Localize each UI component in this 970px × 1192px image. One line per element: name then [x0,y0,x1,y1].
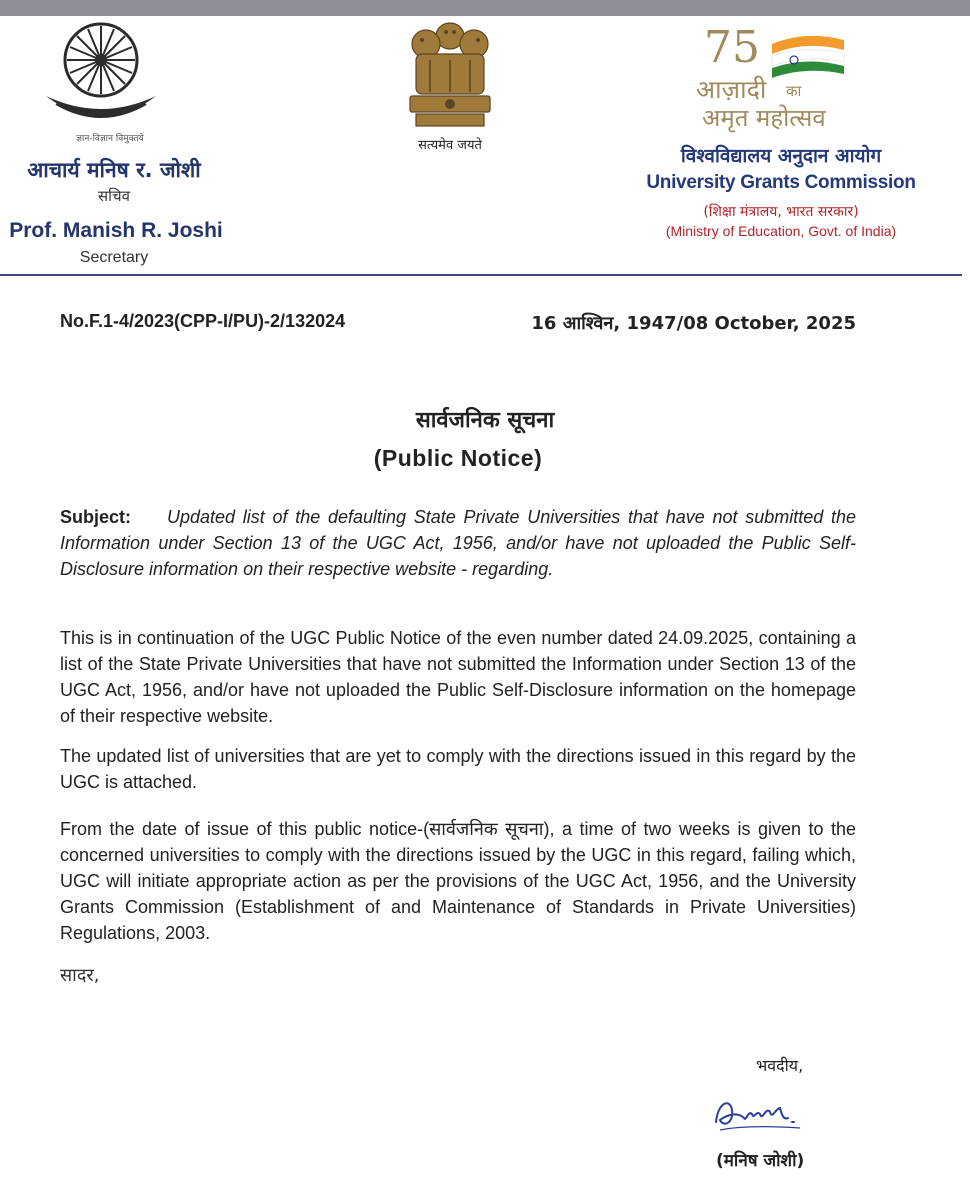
header-divider [0,274,962,276]
secretary-title-english: Secretary [79,249,149,266]
azadi-ka: का [786,82,802,100]
yours-faithfully: भवदीय, [756,1056,804,1075]
notice-title-hindi: सार्वजनिक सूचना [415,408,555,433]
subject-paragraph [60,504,856,582]
paragraph-updated-list: The updated list of universities that are yet to comply with the directions issued in this regard by the UGC is attached. [60,746,856,792]
ministry-english: (Ministry of Education, Govt. of India) [665,223,897,239]
signer-name: (मनिष जोशी) [716,1151,805,1171]
azadi-line-2: अमृत महोत्सव [702,104,826,132]
ministry-hindi: (शिक्षा मंत्रालय, भारत सरकार) [703,204,859,220]
paragraph-deadline: From the date of issue of this public notice-(सार्वजनिक सूचना), a time of two weeks is given to the concerned universities to comply with the directions issued by the UGC in this regard, failing which, UGC will initiate appropriate action as per the provisions of the UGC Act, 1956, and the University Grants Commission (Establishment of and Maintenance of Standards in Private Universities) Regulations, 2003. [60,819,856,943]
reference-number: No.F.1-4/2023(CPP-I/PU)-2/132024 [60,311,346,331]
ugc-motto: ज्ञान-विज्ञान विमुक्तये [76,134,144,144]
azadi-line-1: आज़ादी [696,75,767,104]
closing-salutation: सादर, [60,965,100,986]
reference-date: 16 आश्विन, 1947/08 October, 2025 [531,313,856,334]
azadi-ka-amrit-mahotsav-logo [694,16,874,134]
subject-label: Subject: [60,507,132,527]
secretary-title-hindi: सचिव [98,187,130,205]
national-motto: सत्यमेव जयते [418,138,482,153]
signature-image [710,1092,810,1138]
subject-text: Updated list of the defaulting State Private Universities that have not submitted the Information under Section 13 of the UGC Act, 1956, and/or have not uploaded the Public Self-Disclosure information on their respective website - regarding. [60,507,856,579]
ugc-emblem-icon [42,18,160,130]
notice-title-english: (Public Notice) [373,445,543,471]
org-name-english: University Grants Commission [646,172,916,193]
paragraph-continuation: This is in continuation of the UGC Public Notice of the even number dated 24.09.2025, containing a list of the State Private Universities that have not submitted the Information under Section 13 of the UGC Act, 1956, and/or have not uploaded the Public Self-Disclosure information on the homepage of their respective website. [60,628,856,726]
org-name-hindi: विश्वविद्यालय अनुदान आयोग [680,145,882,167]
national-emblem-icon [402,12,498,136]
azadi-number: 75 [704,22,760,73]
secretary-name-english: Prof. Manish R. Joshi [9,219,223,242]
secretary-name-hindi: आचार्य मनिष र. जोशी [27,158,201,182]
